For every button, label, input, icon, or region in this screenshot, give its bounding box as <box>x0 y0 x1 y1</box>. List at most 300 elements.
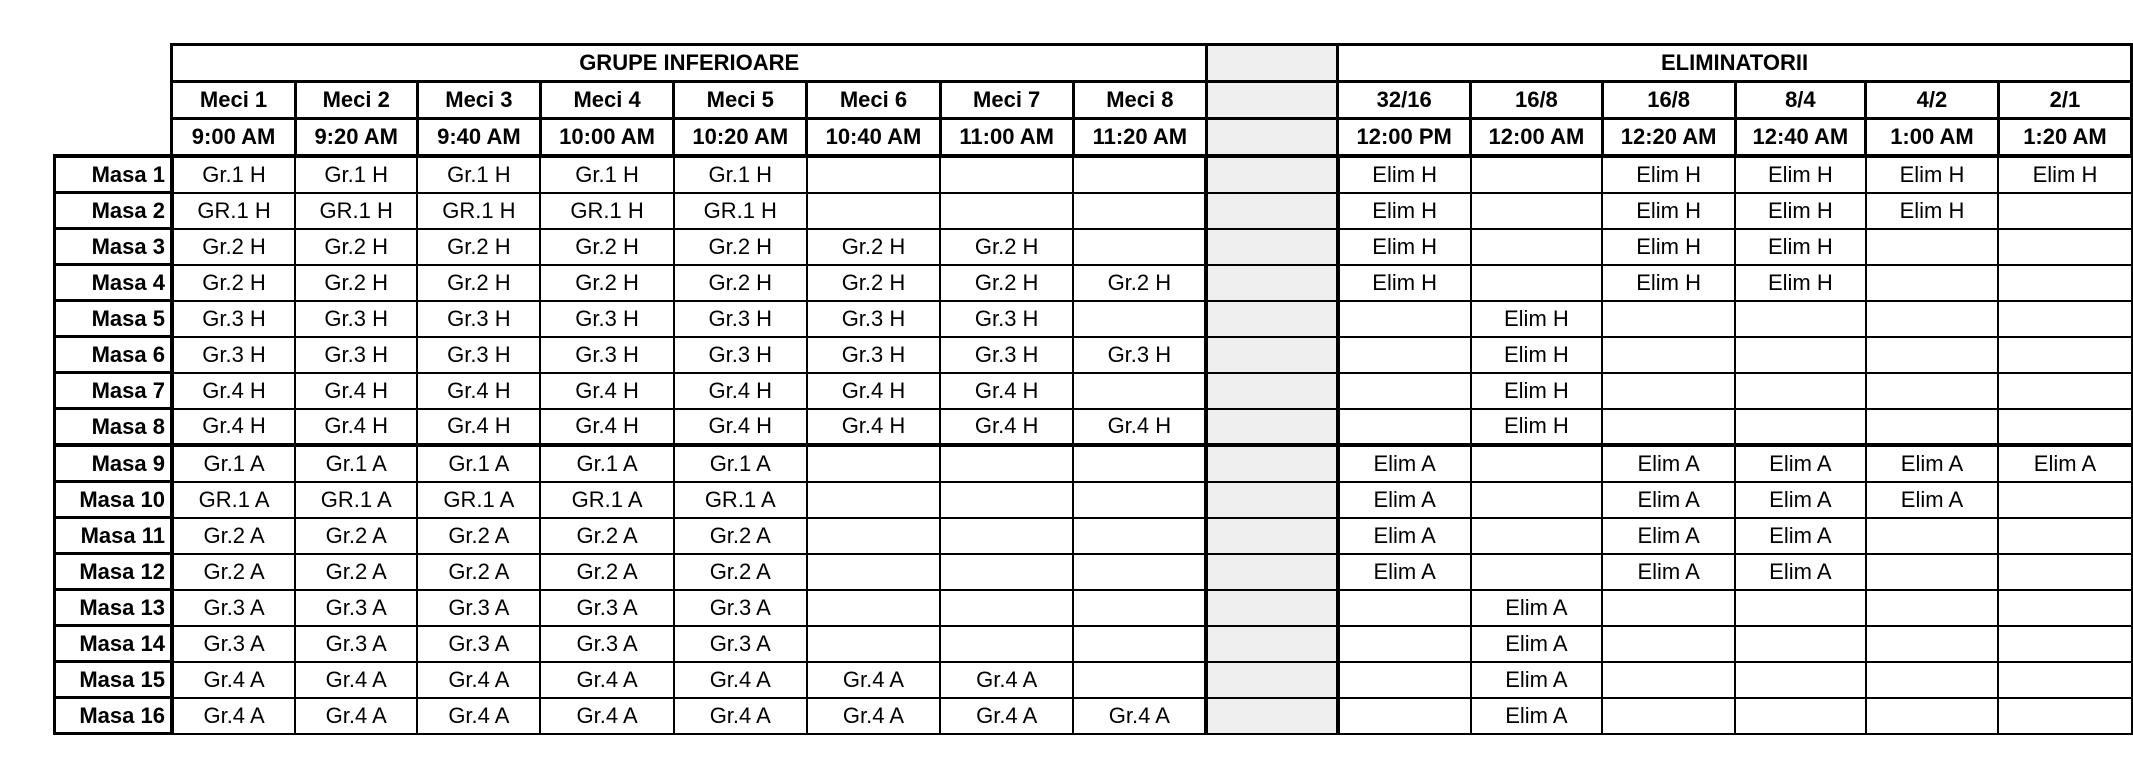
group-cell: Gr.4 A <box>172 662 295 698</box>
row-label: Masa 1 <box>55 156 172 193</box>
group-col-label: Meci 3 <box>417 82 540 119</box>
group-cell <box>940 193 1073 229</box>
group-cell: Gr.3 H <box>417 337 540 373</box>
elim-cell <box>1998 409 2131 446</box>
group-col-time: 10:40 AM <box>807 119 940 157</box>
table-row <box>55 193 2132 229</box>
group-cell: Gr.4 A <box>940 698 1073 734</box>
group-cell: Gr.4 H <box>172 409 295 446</box>
group-cell <box>940 482 1073 518</box>
group-cell: Gr.2 H <box>940 229 1073 265</box>
elim-cell: Elim H <box>1602 229 1735 265</box>
row-label: Masa 10 <box>55 482 172 518</box>
group-cell: Gr.2 H <box>674 265 807 301</box>
group-cell <box>807 156 940 193</box>
table-row <box>55 337 2132 373</box>
elim-cell: Elim H <box>1866 193 1999 229</box>
elim-cell: Elim H <box>1602 193 1735 229</box>
elim-cell <box>1602 301 1735 337</box>
elim-cell <box>1866 229 1999 265</box>
elim-cell <box>1998 482 2131 518</box>
group-cell <box>1073 518 1206 554</box>
table-row <box>55 409 2132 446</box>
table-row <box>55 554 2132 590</box>
table-row <box>55 265 2132 301</box>
group-cell: Gr.4 A <box>540 698 673 734</box>
elim-cell <box>1866 554 1999 590</box>
elim-cell <box>1998 301 2131 337</box>
group-cell: Gr.4 H <box>417 409 540 446</box>
elim-cell <box>1471 156 1602 193</box>
separator-gap <box>1206 445 1337 482</box>
elim-cell: Elim A <box>1471 662 1602 698</box>
separator-gap <box>1206 45 1337 82</box>
group-cell: Gr.4 A <box>417 662 540 698</box>
group-col-label: Meci 6 <box>807 82 940 119</box>
group-cell: Gr.1 A <box>172 445 295 482</box>
group-cell <box>807 626 940 662</box>
group-cell: GR.1 A <box>172 482 295 518</box>
group-cell: GR.1 A <box>540 482 673 518</box>
group-cell: GR.1 H <box>417 193 540 229</box>
elim-col-label: 4/2 <box>1866 82 1999 119</box>
separator-gap <box>1206 156 1337 193</box>
group-col-time: 10:20 AM <box>674 119 807 157</box>
elim-cell <box>1338 337 1471 373</box>
elim-cell <box>1338 373 1471 409</box>
elim-cell <box>1998 229 2131 265</box>
group-cell <box>940 554 1073 590</box>
elim-cell <box>1866 337 1999 373</box>
group-cell: Gr.2 A <box>674 518 807 554</box>
group-cell: Gr.2 H <box>417 229 540 265</box>
elim-col-time: 1:20 AM <box>1998 119 2131 157</box>
elim-cell <box>1602 409 1735 446</box>
group-cell: Gr.3 A <box>674 626 807 662</box>
group-cell: Gr.2 A <box>172 518 295 554</box>
elim-cell: Elim H <box>1998 156 2131 193</box>
group-cell: Gr.1 H <box>417 156 540 193</box>
group-cell: Gr.2 A <box>295 554 417 590</box>
group-col-time: 9:00 AM <box>172 119 295 157</box>
separator-gap <box>1206 590 1337 626</box>
group-cell: GR.1 A <box>295 482 417 518</box>
elim-cell: Elim A <box>1338 518 1471 554</box>
group-cell: Gr.4 H <box>1073 409 1206 446</box>
group-cell: GR.1 H <box>540 193 673 229</box>
elim-cell <box>1338 626 1471 662</box>
group-cell: Gr.3 H <box>940 337 1073 373</box>
elim-col-time: 12:00 AM <box>1471 119 1602 157</box>
group-cell: Gr.4 H <box>940 373 1073 409</box>
elim-cell <box>1735 301 1865 337</box>
row-label: Masa 2 <box>55 193 172 229</box>
row-label: Masa 13 <box>55 590 172 626</box>
group-cell: Gr.2 H <box>807 229 940 265</box>
group-cell: Gr.2 H <box>172 229 295 265</box>
group-cell <box>1073 590 1206 626</box>
elim-cell <box>1735 373 1865 409</box>
elim-cell <box>1998 698 2131 734</box>
group-col-label: Meci 5 <box>674 82 807 119</box>
elim-cell <box>1602 373 1735 409</box>
elim-cell <box>1735 409 1865 446</box>
elim-col-label: 8/4 <box>1735 82 1865 119</box>
separator-gap <box>1206 337 1337 373</box>
elim-cell <box>1866 590 1999 626</box>
elim-cell <box>1998 373 2131 409</box>
group-cell: Gr.3 H <box>540 301 673 337</box>
elim-cell <box>1998 626 2131 662</box>
group-cell: Gr.2 A <box>540 554 673 590</box>
group-cell: Gr.2 H <box>295 265 417 301</box>
elim-cell: Elim H <box>1735 265 1865 301</box>
elim-cell: Elim A <box>1735 482 1865 518</box>
group-col-time: 11:00 AM <box>940 119 1073 157</box>
table-row <box>55 156 2132 193</box>
elim-cell <box>1735 626 1865 662</box>
elim-cell <box>1471 193 1602 229</box>
separator-gap <box>1206 82 1337 119</box>
separator-gap <box>1206 662 1337 698</box>
elim-cell <box>1338 409 1471 446</box>
table-row <box>55 518 2132 554</box>
group-cell: Gr.1 H <box>540 156 673 193</box>
separator-gap <box>1206 554 1337 590</box>
group-cell: Gr.4 A <box>295 662 417 698</box>
row-label: Masa 16 <box>55 698 172 734</box>
group-col-time: 11:20 AM <box>1073 119 1206 157</box>
group-cell: Gr.4 H <box>295 409 417 446</box>
separator-gap <box>1206 119 1337 157</box>
elim-cell <box>1471 554 1602 590</box>
elim-cell <box>1998 265 2131 301</box>
group-cell <box>1073 445 1206 482</box>
elim-col-label: 16/8 <box>1471 82 1602 119</box>
group-cell <box>1073 193 1206 229</box>
elim-cell <box>1998 518 2131 554</box>
elim-cell <box>1866 626 1999 662</box>
elim-cell <box>1338 698 1471 734</box>
separator-gap <box>1206 626 1337 662</box>
group-cell: Gr.2 H <box>674 229 807 265</box>
group-cell: Gr.2 A <box>295 518 417 554</box>
elim-cell <box>1735 698 1865 734</box>
separator-gap <box>1206 698 1337 734</box>
group-cell: Gr.4 H <box>674 373 807 409</box>
table-row <box>55 698 2132 734</box>
group-cell: Gr.3 A <box>417 626 540 662</box>
group-cell: Gr.4 H <box>674 409 807 446</box>
group-cell: Gr.4 A <box>807 662 940 698</box>
elim-cell: Elim H <box>1338 156 1471 193</box>
elim-cell <box>1471 445 1602 482</box>
group-cell: Gr.2 A <box>417 518 540 554</box>
elim-cell <box>1866 373 1999 409</box>
group-cell: Gr.1 H <box>295 156 417 193</box>
elim-cell: Elim H <box>1602 265 1735 301</box>
elim-col-time: 12:20 AM <box>1602 119 1735 157</box>
group-cell: Gr.2 A <box>172 554 295 590</box>
elim-col-label: 2/1 <box>1998 82 2131 119</box>
group-col-label: Meci 7 <box>940 82 1073 119</box>
group-cell: Gr.4 H <box>540 373 673 409</box>
group-cell <box>940 518 1073 554</box>
elim-cell: Elim H <box>1866 156 1999 193</box>
elim-cell <box>1735 662 1865 698</box>
group-cell: Gr.3 H <box>417 301 540 337</box>
group-cell <box>807 590 940 626</box>
elim-cell: Elim H <box>1471 301 1602 337</box>
elim-cell <box>1471 229 1602 265</box>
group-cell: Gr.1 A <box>295 445 417 482</box>
elim-cell: Elim A <box>1338 445 1471 482</box>
elim-cell: Elim H <box>1338 229 1471 265</box>
corner-blank <box>55 82 172 119</box>
elim-cell <box>1998 590 2131 626</box>
separator-gap <box>1206 193 1337 229</box>
separator-gap <box>1206 518 1337 554</box>
group-cell: Gr.4 H <box>295 373 417 409</box>
group-cell: Gr.4 H <box>807 409 940 446</box>
row-label: Masa 15 <box>55 662 172 698</box>
group-cell: Gr.3 H <box>540 337 673 373</box>
group-cell: Gr.1 H <box>172 156 295 193</box>
group-cell: Gr.1 H <box>674 156 807 193</box>
elim-col-label: 32/16 <box>1338 82 1471 119</box>
elim-cell <box>1866 409 1999 446</box>
elim-cell: Elim A <box>1866 482 1999 518</box>
elim-cell: Elim A <box>1338 554 1471 590</box>
separator-gap <box>1206 373 1337 409</box>
group-section-title: GRUPE INFERIOARE <box>172 45 1206 82</box>
elim-cell <box>1602 698 1735 734</box>
group-cell: Gr.2 H <box>940 265 1073 301</box>
group-cell: Gr.2 A <box>674 554 807 590</box>
table-row <box>55 301 2132 337</box>
group-col-time: 9:40 AM <box>417 119 540 157</box>
group-col-label: Meci 2 <box>295 82 417 119</box>
separator-gap <box>1206 301 1337 337</box>
elim-cell: Elim H <box>1338 193 1471 229</box>
group-cell: Gr.3 H <box>674 337 807 373</box>
group-cell: Gr.4 A <box>295 698 417 734</box>
group-cell: Gr.4 A <box>417 698 540 734</box>
elim-col-label: 16/8 <box>1602 82 1735 119</box>
elim-cell: Elim A <box>1471 698 1602 734</box>
group-cell <box>940 626 1073 662</box>
group-cell: Gr.2 H <box>1073 265 1206 301</box>
table-row <box>55 662 2132 698</box>
elim-cell <box>1866 518 1999 554</box>
elim-cell <box>1866 698 1999 734</box>
corner-blank <box>55 119 172 157</box>
elim-cell <box>1471 518 1602 554</box>
elim-cell <box>1735 337 1865 373</box>
group-cell <box>940 156 1073 193</box>
corner-blank <box>55 45 172 82</box>
elim-cell <box>1735 590 1865 626</box>
group-cell: Gr.4 A <box>172 698 295 734</box>
group-cell: Gr.3 A <box>295 590 417 626</box>
elim-cell: Elim H <box>1338 265 1471 301</box>
elim-cell <box>1602 337 1735 373</box>
row-label: Masa 6 <box>55 337 172 373</box>
group-cell: Gr.4 H <box>940 409 1073 446</box>
row-label: Masa 9 <box>55 445 172 482</box>
separator-gap <box>1206 229 1337 265</box>
group-cell: Gr.4 A <box>807 698 940 734</box>
group-cell: Gr.1 A <box>540 445 673 482</box>
group-cell: Gr.4 H <box>172 373 295 409</box>
group-cell: Gr.3 H <box>295 337 417 373</box>
group-cell <box>807 554 940 590</box>
group-cell: Gr.3 A <box>674 590 807 626</box>
elim-cell <box>1338 590 1471 626</box>
group-col-label: Meci 4 <box>540 82 673 119</box>
table-row <box>55 626 2132 662</box>
group-cell: Gr.3 A <box>540 590 673 626</box>
group-cell: Gr.4 H <box>417 373 540 409</box>
group-cell: Gr.3 H <box>807 301 940 337</box>
group-cell <box>807 445 940 482</box>
table-row <box>55 590 2132 626</box>
elim-cell: Elim A <box>1735 445 1865 482</box>
elim-cell <box>1471 265 1602 301</box>
group-cell: Gr.1 A <box>674 445 807 482</box>
table-row <box>55 482 2132 518</box>
table-row <box>55 229 2132 265</box>
elim-section-title: ELIMINATORII <box>1338 45 2132 82</box>
group-cell: Gr.1 A <box>417 445 540 482</box>
schedule-table <box>53 43 2133 735</box>
group-col-label: Meci 8 <box>1073 82 1206 119</box>
elim-cell: Elim H <box>1735 193 1865 229</box>
elim-cell: Elim A <box>1338 482 1471 518</box>
group-cell: Gr.2 A <box>540 518 673 554</box>
row-label: Masa 14 <box>55 626 172 662</box>
group-cell: Gr.3 H <box>807 337 940 373</box>
elim-cell <box>1866 301 1999 337</box>
group-cell: Gr.4 H <box>540 409 673 446</box>
elim-cell: Elim H <box>1735 229 1865 265</box>
row-label: Masa 12 <box>55 554 172 590</box>
elim-cell: Elim A <box>1602 445 1735 482</box>
separator-gap <box>1206 409 1337 446</box>
elim-cell: Elim H <box>1602 156 1735 193</box>
elim-cell <box>1998 662 2131 698</box>
group-cell: GR.1 H <box>674 193 807 229</box>
group-cell: Gr.3 A <box>417 590 540 626</box>
group-cell: Gr.2 H <box>295 229 417 265</box>
row-label: Masa 5 <box>55 301 172 337</box>
group-cell: Gr.4 A <box>540 662 673 698</box>
group-cell: GR.1 H <box>172 193 295 229</box>
row-label: Masa 7 <box>55 373 172 409</box>
group-cell: Gr.4 A <box>674 698 807 734</box>
group-cell <box>1073 554 1206 590</box>
group-cell: Gr.2 A <box>417 554 540 590</box>
group-cell: Gr.4 H <box>807 373 940 409</box>
group-cell <box>1073 301 1206 337</box>
group-col-label: Meci 1 <box>172 82 295 119</box>
row-label: Masa 4 <box>55 265 172 301</box>
group-cell <box>940 590 1073 626</box>
group-cell: Gr.2 H <box>172 265 295 301</box>
elim-cell: Elim A <box>1998 445 2131 482</box>
elim-cell: Elim A <box>1866 445 1999 482</box>
group-cell: Gr.3 A <box>295 626 417 662</box>
group-cell: Gr.4 A <box>940 662 1073 698</box>
elim-cell <box>1602 590 1735 626</box>
group-col-time: 9:20 AM <box>295 119 417 157</box>
group-cell: Gr.2 H <box>540 229 673 265</box>
group-cell <box>1073 156 1206 193</box>
group-cell: Gr.3 H <box>172 301 295 337</box>
elim-cell: Elim A <box>1602 482 1735 518</box>
group-col-time: 10:00 AM <box>540 119 673 157</box>
group-cell <box>1073 373 1206 409</box>
elim-cell <box>1338 301 1471 337</box>
elim-cell: Elim A <box>1602 518 1735 554</box>
elim-cell <box>1998 554 2131 590</box>
group-cell: Gr.2 H <box>807 265 940 301</box>
row-label: Masa 11 <box>55 518 172 554</box>
group-cell: Gr.3 A <box>172 590 295 626</box>
table-row <box>55 373 2132 409</box>
separator-gap <box>1206 265 1337 301</box>
elim-col-time: 12:40 AM <box>1735 119 1865 157</box>
group-cell: GR.1 A <box>417 482 540 518</box>
group-cell <box>1073 626 1206 662</box>
elim-cell: Elim A <box>1735 554 1865 590</box>
group-cell <box>940 445 1073 482</box>
elim-cell <box>1866 662 1999 698</box>
elim-cell <box>1998 193 2131 229</box>
group-cell: Gr.2 H <box>540 265 673 301</box>
group-cell: Gr.3 H <box>1073 337 1206 373</box>
group-cell <box>807 482 940 518</box>
group-cell: Gr.4 A <box>674 662 807 698</box>
group-cell <box>1073 229 1206 265</box>
group-cell: Gr.3 H <box>674 301 807 337</box>
group-cell: Gr.3 H <box>295 301 417 337</box>
elim-cell <box>1602 626 1735 662</box>
elim-cell: Elim H <box>1471 337 1602 373</box>
elim-cell <box>1998 337 2131 373</box>
group-cell <box>1073 482 1206 518</box>
elim-cell: Elim H <box>1471 373 1602 409</box>
group-cell: Gr.3 A <box>540 626 673 662</box>
group-cell <box>807 193 940 229</box>
group-cell: GR.1 A <box>674 482 807 518</box>
table-row <box>55 445 2132 482</box>
elim-cell: Elim A <box>1735 518 1865 554</box>
group-cell <box>1073 662 1206 698</box>
row-label: Masa 8 <box>55 409 172 446</box>
group-cell: Gr.3 H <box>940 301 1073 337</box>
elim-cell: Elim H <box>1471 409 1602 446</box>
elim-cell: Elim A <box>1471 626 1602 662</box>
row-label: Masa 3 <box>55 229 172 265</box>
elim-cell <box>1602 662 1735 698</box>
elim-cell <box>1471 482 1602 518</box>
group-cell: Gr.3 H <box>172 337 295 373</box>
group-cell <box>807 518 940 554</box>
group-cell: Gr.4 A <box>1073 698 1206 734</box>
elim-cell: Elim H <box>1735 156 1865 193</box>
elim-cell: Elim A <box>1602 554 1735 590</box>
